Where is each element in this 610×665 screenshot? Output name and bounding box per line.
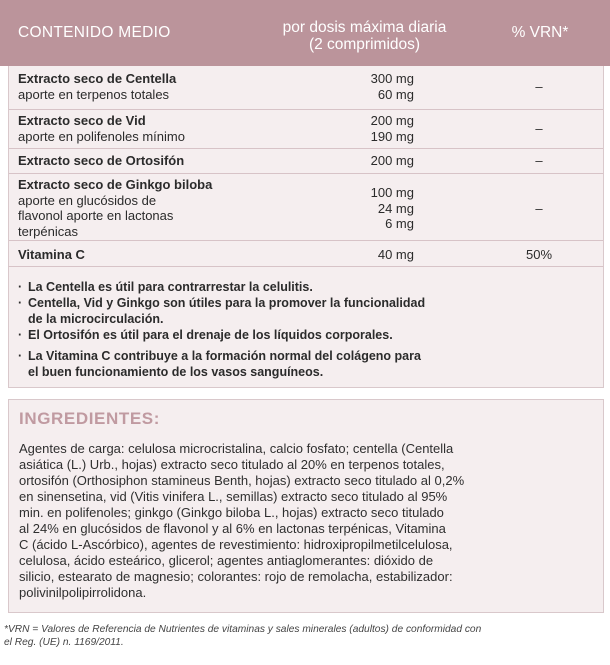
row-quantity-value: 24 mg — [377, 200, 414, 216]
row-quantity — [339, 71, 414, 102]
row-vrn: – — [535, 121, 543, 136]
footnote-line: *VRN = Valores de Referencia de Nutrientes de vitaminas y sales minerales (adultos) de conformidad con — [4, 624, 482, 635]
table-row — [9, 109, 603, 149]
claim-text: Centella, Vid y Ginkgo son útiles para la promover la funcionalidad — [28, 296, 426, 310]
header-dose-line2: (2 comprimidos) — [308, 36, 421, 53]
row-quantity-value: 100 mg — [370, 185, 414, 200]
row-title: Extracto seco de Ginkgo biloba — [18, 177, 213, 192]
row-name — [18, 113, 308, 144]
row-quantity-value: 300 mg — [370, 71, 414, 86]
ingredients-line: polivinilpolipirrolidona. — [19, 585, 147, 600]
header-dose-label — [262, 19, 467, 53]
row-name — [18, 177, 308, 239]
header-content-label: CONTENIDO MEDIO — [18, 24, 171, 41]
table-row — [9, 173, 603, 241]
row-name — [18, 247, 308, 263]
claim-text: El Ortosifón es útil para el drenaje de los líquidos corporales. — [28, 328, 393, 342]
row-title: Extracto seco de Centella — [18, 71, 177, 86]
table-row — [9, 66, 603, 109]
row-quantity — [339, 185, 414, 232]
row-subtitle: aporte en polifenoles mínimo — [18, 128, 185, 144]
row-title: Vitamina C — [18, 247, 85, 262]
nutrition-table — [8, 66, 604, 267]
row-quantity-value: 6 mg — [385, 216, 414, 231]
row-quantity-value: 190 mg — [370, 128, 414, 144]
ingredients-title: INGREDIENTES: — [19, 409, 160, 428]
row-quantity-value: 200 mg — [370, 113, 414, 128]
claim-text: de la microcirculación. — [28, 311, 164, 326]
row-quantity — [339, 153, 414, 169]
footnote-line: el Reg. (UE) n. 1169/2011. — [4, 637, 124, 648]
bullet-icon: · — [18, 296, 23, 310]
bullet-icon: · — [18, 280, 23, 294]
row-vrn: – — [535, 201, 543, 216]
claims-panel — [8, 266, 604, 388]
table-row — [9, 240, 603, 267]
ingredients-line: min. en polifenoles; ginkgo (Ginkgo biloba L., hojas) extracto seco titulado — [19, 505, 444, 520]
ingredients-line: al 24% en glucósidos de flavonol y al 6% en lactonas terpénicas, Vitamina — [19, 521, 446, 536]
ingredients-line: celulosa, ácido esteárico, glicerol; agentes antiaglomerantes: dióxido de — [19, 553, 434, 568]
row-name — [18, 71, 308, 102]
row-title: Extracto seco de Vid — [18, 113, 146, 128]
row-quantity-value: 200 mg — [370, 153, 414, 168]
vrn-footnote — [4, 623, 608, 649]
claim-text: el buen funcionamiento de los vasos sanguíneos. — [28, 364, 324, 379]
row-name — [18, 153, 308, 169]
row-vrn: – — [535, 79, 543, 94]
table-header — [0, 0, 610, 66]
ingredients-line: C (ácido L-Ascórbico), agentes de revestimiento: hidroxipropilmetilcelulosa, — [19, 537, 453, 552]
row-subtitle: terpénicas — [18, 223, 78, 239]
header-dose-line1: por dosis máxima diaria — [282, 19, 447, 36]
ingredients-line: ortosifón (Orthosiphon stamineus Benth, hojas) extracto seco titulado al 0,2% — [19, 473, 465, 488]
row-quantity — [339, 113, 414, 144]
row-subtitle: aporte en glucósidos de — [18, 192, 157, 208]
claim-item — [18, 328, 578, 344]
row-subtitle: aporte en terpenos totales — [18, 86, 170, 102]
ingredients-text — [19, 441, 589, 601]
row-vrn: – — [535, 153, 543, 168]
row-quantity-value: 60 mg — [377, 86, 414, 102]
table-row — [9, 148, 603, 174]
claim-item — [18, 280, 578, 296]
ingredients-panel — [8, 399, 604, 613]
claim-text: La Vitamina C contribuye a la formación normal del colágeno para — [28, 349, 421, 363]
claim-item — [18, 296, 578, 327]
header-vrn-label: % VRN* — [511, 24, 569, 41]
claim-item — [18, 349, 578, 380]
row-subtitle: flavonol aporte en lactonas — [18, 208, 174, 223]
bullet-icon: · — [18, 328, 23, 342]
ingredients-line: asiática (L.) Urb., hojas) extracto seco titulado al 20% en terpenos totales, — [19, 457, 445, 472]
ingredients-line: en sinensetina, vid (Vitis vinifera L., semillas) extracto seco titulado al 95% — [19, 489, 448, 504]
ingredients-line: silicio, estearato de magnesio; colorantes: rojo de remolacha, estabilizador: — [19, 569, 453, 584]
row-title: Extracto seco de Ortosifón — [18, 153, 185, 168]
claim-text: La Centella es útil para contrarrestar la celulitis. — [28, 280, 313, 294]
bullet-icon: · — [18, 349, 23, 363]
ingredients-line: Agentes de carga: celulosa microcristalina, calcio fosfato; centella (Centella — [19, 441, 454, 456]
row-quantity-value: 40 mg — [377, 247, 414, 262]
row-vrn: 50% — [525, 247, 553, 262]
row-quantity — [339, 247, 414, 263]
